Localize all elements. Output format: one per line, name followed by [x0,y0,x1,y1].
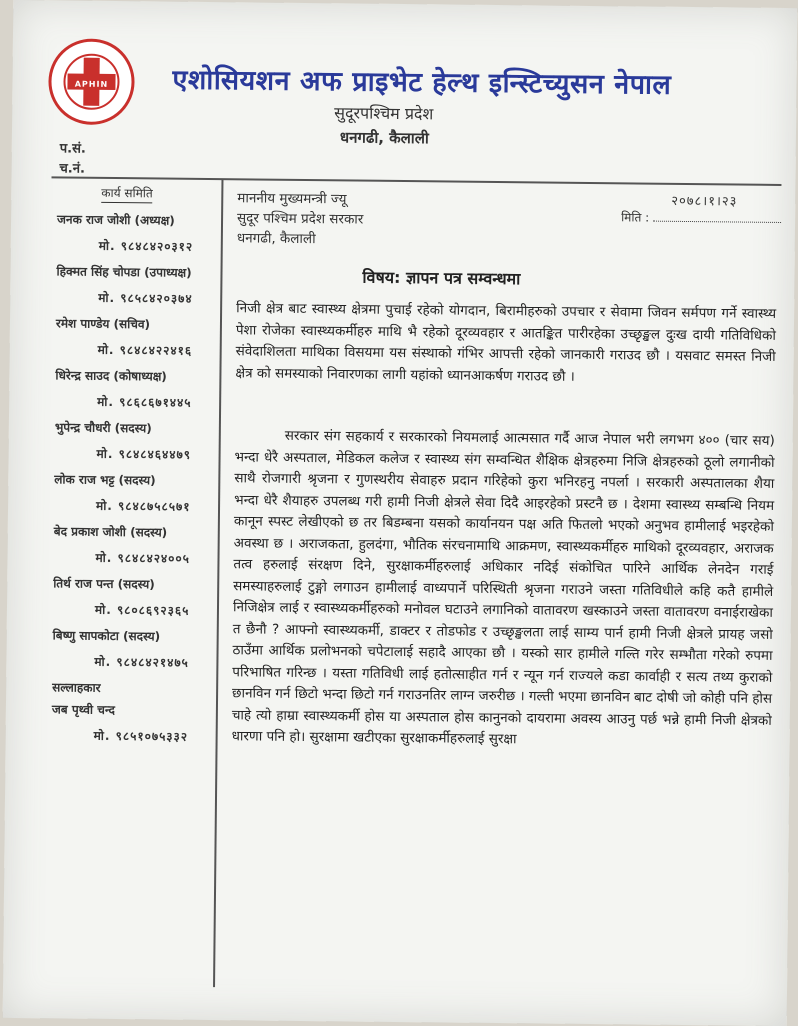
committee-member-name: रमेश पाण्डेय (सचिव) [55,316,151,332]
province-name: सुदूरपश्चिम प्रदेश [334,103,434,124]
committee-member-name: धिरेन्द्र साउद (कोषाध्यक्ष) [55,368,167,384]
committee-member-phone: मो. ९८४८४२२४१६ [97,342,193,358]
advisor-name: जब पृथ्वी चन्द [51,702,116,718]
committee-member-name: हिक्मत सिंह चोपडा (उपाध्यक्ष) [56,264,192,280]
letter-page [3,0,798,1026]
committee-member-phone: मो. ९८४८४२१४७५ [94,654,189,670]
committee-member-name: भुपेन्द्र चौधरी (सदस्य) [54,420,152,436]
recipient-line-3: धनगढी, कैलाली [236,230,316,248]
recipient-line-1: माननीय मुख्यमन्त्री ज्यू [237,190,347,208]
committee-member-name: बिष्णु सापकोटा (सदस्य) [52,628,161,644]
committee-member-name: लोक राज भट्ट (सदस्य) [54,472,156,488]
city-name: धनगढी, कैलाली [339,128,429,148]
column-divider [213,179,223,987]
committee-member-phone: मो. ९८४८४२४००५ [95,550,191,566]
committee-title: कार्य समिति [101,184,153,204]
committee-member-phone: मो. ९८४८४२०३१२ [98,238,194,254]
advisor-phone: मो. ९८५१०७५३३२ [93,728,189,744]
committee-member-name: तिर्थ राज पन्त (सदस्य) [53,576,155,592]
date-label: मिति : [621,210,650,225]
recipient-line-2: सुदूर पश्चिम प्रदेश सरकार [236,210,364,228]
committee-member-phone: मो. ९८४८७५८५७१ [95,498,191,514]
organization-name: एशोसियशन अफ प्राइभेट हेल्थ इन्स्टिच्युसन नेपाल [172,64,672,101]
header-divider [51,176,781,186]
date-value: २०७८।१।२३ [671,193,738,210]
ref-cn-label: च.नं. [59,161,86,177]
committee-member-phone: मो. ९८०८६९२३६५ [94,602,190,618]
committee-member-name: जनक राज जोशी (अध्यक्ष) [56,212,175,228]
body-paragraph-2: सरकार संग सहकार्य र सरकारको नियमलाई आत्मसात गर्दै आज नेपाल भरी लगभग ४०० (चार सय) भन्दा धेरै अस्पताल, मेडिकल कलेज र स्वास्थ्य संग सम्वन्धित शैक्षिक क्षेत्रहरुमा निजि क्षेत्रहरुको ठूलो लगानीको साथै रोजगारी श्रृजना र गुणस्थरीय सेवाहरु प्रदान गरिहेको कुरा भनिरहनु नपर्ला । सरकारी अस्पतालका शैया भन्दा धेरै शैयाहरु उपलब्ध गरी हामी निजी क्षेत्रले सेवा दिदै आइरहेको प्रस्टनै छ । देशमा स्वास्थ्य सम्बन्धि नियम कानून स्पस्ट लेखीएको छ तर बिडम्बना यसको कार्यानयन पक्ष अति फितलो भएको अनुभव हामीलाई भइरहेको अवस्था छ । अराजकता, हुलदंगा, भौतिक संरचनामाथि आक्रमण, स्वास्थ्यकर्मीहरु माथिको दूरव्यवहार, अराजक तत्व हरुलाई संरक्षण दिने, सुरक्षाकर्मीहरुलाई अधिकार नदिई संकोचित पारिने आर्थिक लेनदेन गराई समस्याहरुलाई टुङ्गो लगाउन हामीलाई वाध्यपार्ने परिस्थिती श्रृजना गराउने जस्ता गतिविधीले कहि कतै हामीले निजिक्षेत्र लाई र स्वास्थ्यकर्मीहरुको मनोवल घटाउने लगानिको वातावरण खस्काउने जस्ता वातावरण वनाईराखेका त छैनौ ? आफ्नो स्वास्थ्यकर्मी, डाक्टर र तोडफोड र उच्छृङ्खलता लाई साम्य पार्न हामी निजी क्षेत्रले प्रायह जसो ठाउँमा आर्थिक प्रलोभनको चपेटालाई सहादै आएका छौ । यस्को सार हामीले गल्ति गरेर सम्भौता गरेको रुपमा परिभाषित गरिन्छ । यस्ता गतिविधी लाई हतोत्साहीत गर्न र न्यून गर्न राज्यले कडा कार्वाही र सत्य तथ्य कुराको छानविन गर्न छिटो भन्दा छिटो गर्न गराउनतिर लाग्न जरुरीछ । गल्ती भएमा छानविन बाट दोषी जो कोही पनि होस चाहे त्यो हाम्रा स्वास्थ्यकर्मी होस या अस्पताल होस कानुनको दायरामा अवस्य आउनु पर्छ भन्ने हामी निजी क्षेत्रको धारणा पनि हो। सुरक्षामा खटीएका सुरक्षाकर्मीहरुलाई सुरक्षा [231,427,775,748]
committee-member-name: बेद प्रकाश जोशी (सदस्य) [53,524,168,540]
logo-text: APHIN [74,79,109,89]
ref-ps-label: प.सं. [59,141,86,157]
committee-member-phone: मो. ९८४८४६४४७९ [96,446,192,462]
organization-logo [48,38,135,125]
advisor-title: सल्लाहकार [52,680,101,695]
date-dotted-line [653,211,781,223]
letter-subject: विषय: ज्ञापन पत्र सम्वन्धमा [362,267,521,289]
body-paragraph-1: निजी क्षेत्र बाट स्वास्थ्य क्षेत्रमा पुचाई रहेको योगदान, बिरामीहरुको उपचार र सेवामा जिवन सर्मपण गर्ने स्वास्थ्य पेशा रोजेका स्वास्थ्यकर्मीहरु माथि भै रहेको दूरव्यवहार र आतङ्कित पारीरहेका उच्छृङ्खल दुःख दायी गतिविधिको संवेदाशिलता माथिका विसयमा यस संस्थाको गंभिर आपत्ती रहेको जानकारी गराउद छौ । यसवाट समस्त निजी क्षेत्र को समस्याको निवारणका लागी यहांको ध्यानआकर्षण गराउद छौ । [235,300,777,385]
committee-member-phone: मो. ९८५८४२०३७४ [98,290,193,306]
committee-member-phone: मो. ९८६८६७१४४५ [97,394,192,410]
